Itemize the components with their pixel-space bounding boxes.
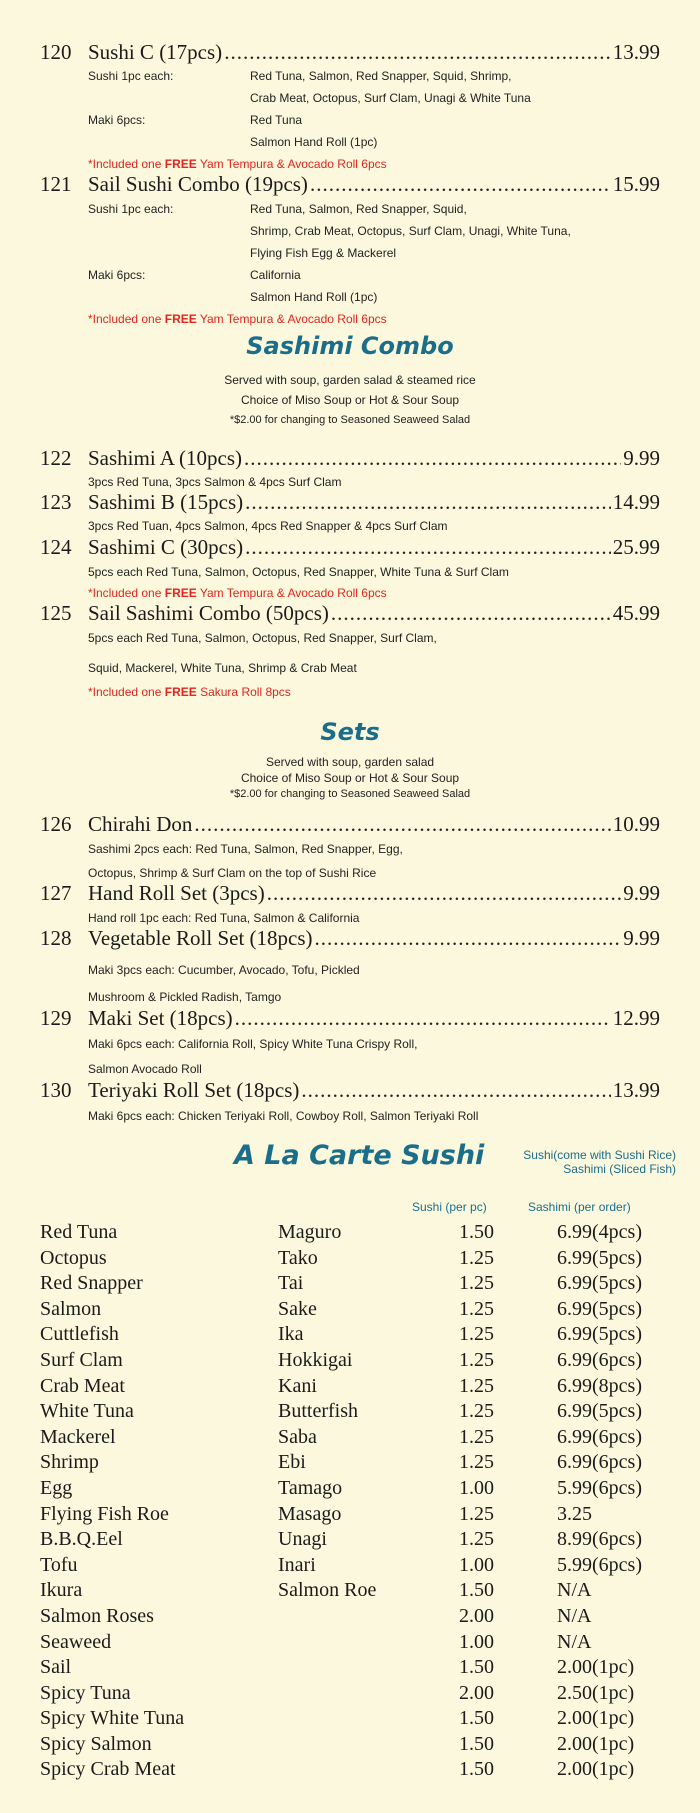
fish-japanese-name: Masago [278,1502,342,1525]
menu-item-121 [40,172,660,196]
item-120-free-note [88,156,387,172]
table-row [0,1681,700,1707]
table-row [0,1630,700,1656]
item-name: Sashimi C (30pcs) [88,535,244,559]
item-120-maki-desc-2: Salmon Hand Roll (1pc) [250,135,378,149]
item-number: 128 [40,926,72,950]
table-row [0,1271,700,1297]
item-name: Sail Sashimi Combo (50pcs) [88,601,329,625]
sushi-price: 1.25 [459,1400,494,1423]
menu-item-123 [40,490,660,514]
leader-dots [301,1078,610,1102]
item-number: 124 [40,535,72,559]
table-row [0,1374,700,1400]
item-price: 9.99 [623,881,660,905]
menu-item-129 [40,1006,660,1030]
sushi-price: 1.25 [459,1425,494,1448]
sashimi-price: N/A [557,1630,592,1653]
menu-item-128 [40,926,660,950]
fish-japanese-name: Ebi [278,1451,306,1474]
item-number: 122 [40,446,72,470]
sashimi-price: 3.25 [557,1502,592,1525]
fish-english-name: Cuttlefish [40,1323,119,1346]
item-121-free-note [88,311,387,327]
sets-note-2: Choice of Miso Soup or Hot & Sour Soup [240,771,460,785]
table-row [0,1220,700,1246]
table-row [0,1732,700,1758]
menu-item-125 [40,601,660,625]
fish-japanese-name: Tako [278,1246,318,1269]
sushi-price: 2.00 [459,1604,494,1627]
item-120-sushi-desc-1: Red Tuna, Salmon, Red Snapper, Squid, Shrimp, [250,69,512,83]
item-121-sushi-desc-2: Shrimp, Crab Meat, Octopus, Surf Clam, Unagi, White Tuna, [250,224,571,238]
fish-english-name: Salmon Roses [40,1604,154,1627]
leader-dots [244,446,621,470]
sushi-price: 1.25 [459,1272,494,1295]
item-name: Chirahi Don [88,812,193,836]
fish-japanese-name: Maguro [278,1221,342,1243]
item-number: 125 [40,601,72,625]
fish-english-name: Red Snapper [40,1272,143,1295]
sushi-price: 1.00 [459,1476,494,1499]
free-note-suffix: Yam Tempura & Avocado Roll 6pcs [196,312,387,326]
item-price: 13.99 [612,40,660,64]
sashimi-price: 2.00(1pc) [557,1732,635,1755]
menu-item-122 [40,446,660,470]
item-number: 130 [40,1078,72,1102]
sushi-price: 1.50 [459,1221,494,1243]
item-name: Sashimi A (10pcs) [88,446,243,470]
sushi-price: 2.00 [459,1681,494,1704]
table-row [0,1322,700,1348]
leader-dots [315,926,622,950]
item-120-sushi-desc-2: Crab Meat, Octopus, Surf Clam, Unagi & White Tuna [250,91,531,105]
fish-japanese-name: Butterfish [278,1400,358,1423]
item-121-maki-label: Maki 6pcs: [88,268,146,282]
menu-item-126 [40,812,660,836]
leader-dots [267,881,622,905]
item-price: 10.99 [612,812,660,836]
item-128-desc-1: Maki 3pcs each: Cucumber, Avocado, Tofu, Pickled [88,963,360,977]
fish-japanese-name: Salmon Roe [278,1579,377,1602]
item-130-desc: Maki 6pcs each: Chicken Teriyaki Roll, Cowboy Roll, Salmon Teriyaki Roll [88,1109,479,1123]
a-la-carte-subtitle-sashimi: Sashimi (Sliced Fish) [563,1162,676,1176]
fish-japanese-name: Tamago [278,1476,343,1499]
sushi-price: 1.50 [459,1579,494,1602]
free-note-prefix: *Included one [88,685,165,699]
fish-japanese-name: Hokkigai [278,1348,353,1371]
item-124-desc: 5pcs each Red Tuna, Salmon, Octopus, Red Snapper, White Tuna & Surf Clam [88,565,509,579]
item-120-maki-label: Maki 6pcs: [88,113,146,127]
sushi-price: 1.50 [459,1732,494,1755]
sushi-price: 1.50 [459,1758,494,1781]
column-header-sashimi: Sashimi (per order) [528,1200,631,1214]
item-number: 120 [40,40,72,64]
item-126-desc-2: Octopus, Shrimp & Surf Clam on the top of Sushi Rice [88,866,377,880]
sashimi-combo-note-3: *$2.00 for changing to Seasoned Seaweed Salad [229,414,471,426]
item-121-maki-desc-1: California [250,268,301,282]
item-128-desc-2: Mushroom & Pickled Radish, Tamgo [88,990,282,1004]
table-row [0,1502,700,1528]
fish-english-name: White Tuna [40,1400,134,1423]
free-word: FREE [164,685,197,699]
free-note-suffix: Yam Tempura & Avocado Roll 6pcs [196,157,387,171]
item-price: 14.99 [612,490,660,514]
item-price: 45.99 [612,601,660,625]
item-121-maki-desc-2: Salmon Hand Roll (1pc) [250,290,378,304]
table-row [0,1578,700,1604]
sushi-price: 1.25 [459,1374,494,1397]
table-row [0,1706,700,1732]
menu-item-130 [40,1078,660,1102]
item-121-sushi-desc-3: Flying Fish Egg & Mackerel [250,246,397,260]
sashimi-price: 6.99(4pcs) [557,1221,642,1243]
section-title-sets: Sets [320,718,380,746]
free-word: FREE [164,312,197,326]
item-number: 123 [40,490,72,514]
item-number: 127 [40,881,72,905]
table-row [0,1757,700,1783]
menu-item-124 [40,535,660,559]
leader-dots [245,535,611,559]
item-129-desc-2: Salmon Avocado Roll [88,1062,202,1076]
sushi-price: 1.25 [459,1348,494,1371]
section-title-a-la-carte: A La Carte Sushi [234,1140,485,1171]
sushi-price: 1.25 [459,1297,494,1320]
item-number: 126 [40,812,72,836]
free-note-suffix: Sakura Roll 8pcs [196,685,291,699]
fish-english-name: Shrimp [40,1451,99,1474]
sushi-price: 1.25 [459,1451,494,1474]
sashimi-price: 6.99(5pcs) [557,1323,642,1346]
table-row [0,1246,700,1272]
column-header-sushi: Sushi (per pc) [412,1200,487,1214]
table-row [0,1450,700,1476]
sushi-price: 1.25 [459,1323,494,1346]
fish-english-name: Spicy Salmon [40,1732,152,1755]
sashimi-price: 2.00(1pc) [557,1707,635,1730]
table-row [0,1348,700,1374]
sashimi-price: 6.99(5pcs) [557,1297,642,1320]
fish-english-name: Crab Meat [40,1374,125,1397]
sushi-price: 1.50 [459,1656,494,1679]
item-name: Teriyaki Roll Set (18pcs) [88,1078,300,1102]
leader-dots [235,1006,611,1030]
fish-english-name: Red Tuna [40,1221,118,1243]
item-120-sushi-label: Sushi 1pc each: [88,69,174,83]
fish-english-name: B.B.Q.Eel [40,1528,123,1551]
sashimi-combo-note-1: Served with soup, garden salad & steamed rice [224,373,476,387]
item-124-free-note [88,585,387,601]
sets-note-1: Served with soup, garden salad [265,755,435,769]
item-126-desc-1: Sashimi 2pcs each: Red Tuna, Salmon, Red Snapper, Egg, [88,842,403,856]
table-row [0,1655,700,1681]
fish-english-name: Seaweed [40,1630,112,1653]
sushi-price: 1.25 [459,1246,494,1269]
item-price: 12.99 [612,1006,660,1030]
free-note-prefix: *Included one [88,586,165,600]
a-la-carte-subtitle-sushi: Sushi(come with Sushi Rice) [523,1148,676,1162]
sashimi-price: 2.50(1pc) [557,1681,635,1704]
section-title-sashimi-combo: Sashimi Combo [246,332,454,360]
item-120-maki-desc-1: Red Tuna [250,113,303,127]
table-row [0,1604,700,1630]
item-121-sushi-desc-1: Red Tuna, Salmon, Red Snapper, Squid, [250,202,467,216]
item-name: Sushi C (17pcs) [88,40,223,64]
sashimi-price: 6.99(6pcs) [557,1348,642,1371]
item-price: 13.99 [612,1078,660,1102]
sashimi-price: 6.99(6pcs) [557,1451,642,1474]
a-la-carte-table [0,1220,700,1783]
sushi-price: 1.25 [459,1528,494,1551]
sashimi-price: 8.99(6pcs) [557,1528,642,1551]
item-122-desc: 3pcs Red Tuna, 3pcs Salmon & 4pcs Surf Clam [88,475,342,489]
sashimi-price: 5.99(6pcs) [557,1553,642,1576]
item-price: 9.99 [623,926,660,950]
item-price: 9.99 [623,446,660,470]
free-note-prefix: *Included one [88,157,165,171]
fish-japanese-name: Saba [278,1425,317,1448]
sashimi-price: 5.99(6pcs) [557,1476,642,1499]
fish-english-name: Spicy Crab Meat [40,1758,176,1781]
table-row [0,1553,700,1579]
menu-item-127 [40,881,660,905]
free-word: FREE [164,586,197,600]
item-121-sushi-label: Sushi 1pc each: [88,202,174,216]
free-note-prefix: *Included one [88,312,165,326]
leader-dots [224,40,611,64]
fish-english-name: Tofu [40,1553,78,1576]
fish-english-name: Spicy White Tuna [40,1707,185,1730]
item-number: 121 [40,172,72,196]
item-name: Vegetable Roll Set (18pcs) [88,926,313,950]
item-123-desc: 3pcs Red Tuan, 4pcs Salmon, 4pcs Red Snapper & 4pcs Surf Clam [88,519,448,533]
fish-english-name: Mackerel [40,1425,116,1448]
sashimi-combo-note-2: Choice of Miso Soup or Hot & Sour Soup [240,393,460,407]
item-name: Sail Sushi Combo (19pcs) [88,172,308,196]
sashimi-price: N/A [557,1604,592,1627]
leader-dots [331,601,611,625]
sashimi-price: 6.99(5pcs) [557,1246,642,1269]
item-125-free-note [88,684,291,700]
fish-english-name: Sail [40,1656,72,1679]
item-125-desc-2: Squid, Mackerel, White Tuna, Shrimp & Crab Meat [88,661,357,675]
sushi-price: 1.50 [459,1707,494,1730]
fish-english-name: Egg [40,1476,73,1499]
table-row [0,1399,700,1425]
sushi-price: 1.00 [459,1553,494,1576]
sashimi-price: 6.99(6pcs) [557,1425,642,1448]
menu-item-120 [40,40,660,64]
item-127-desc: Hand roll 1pc each: Red Tuna, Salmon & California [88,911,360,925]
fish-english-name: Spicy Tuna [40,1681,131,1704]
item-price: 25.99 [612,535,660,559]
item-price: 15.99 [612,172,660,196]
fish-japanese-name: Unagi [278,1528,327,1551]
fish-english-name: Surf Clam [40,1348,123,1371]
item-number: 129 [40,1006,72,1030]
fish-english-name: Octopus [40,1246,107,1269]
fish-japanese-name: Sake [278,1297,317,1320]
fish-japanese-name: Kani [278,1374,317,1397]
sashimi-price: 6.99(5pcs) [557,1272,642,1295]
item-name: Sashimi B (15pcs) [88,490,244,514]
fish-english-name: Salmon [40,1297,102,1320]
sashimi-price: 2.00(1pc) [557,1656,635,1679]
free-word: FREE [164,157,197,171]
sashimi-price: 2.00(1pc) [557,1758,635,1781]
leader-dots [245,490,611,514]
sets-note-3: *$2.00 for changing to Seasoned Seaweed Salad [229,788,471,800]
fish-japanese-name: Ika [278,1323,304,1346]
fish-english-name: Ikura [40,1579,83,1602]
free-note-suffix: Yam Tempura & Avocado Roll 6pcs [196,586,387,600]
item-name: Hand Roll Set (3pcs) [88,881,265,905]
table-row [0,1425,700,1451]
item-129-desc-1: Maki 6pcs each: California Roll, Spicy White Tuna Crispy Roll, [88,1037,418,1051]
sashimi-price: N/A [557,1579,592,1602]
sushi-price: 1.25 [459,1502,494,1525]
fish-english-name: Flying Fish Roe [40,1502,169,1525]
leader-dots [310,172,611,196]
fish-japanese-name: Tai [278,1272,304,1295]
sushi-price: 1.00 [459,1630,494,1653]
table-row [0,1297,700,1323]
fish-japanese-name: Inari [278,1553,316,1576]
item-name: Maki Set (18pcs) [88,1006,233,1030]
item-125-desc-1: 5pcs each Red Tuna, Salmon, Octopus, Red Snapper, Surf Clam, [88,631,437,645]
table-row [0,1527,700,1553]
leader-dots [194,812,610,836]
table-row [0,1476,700,1502]
sashimi-price: 6.99(5pcs) [557,1400,642,1423]
sashimi-price: 6.99(8pcs) [557,1374,642,1397]
